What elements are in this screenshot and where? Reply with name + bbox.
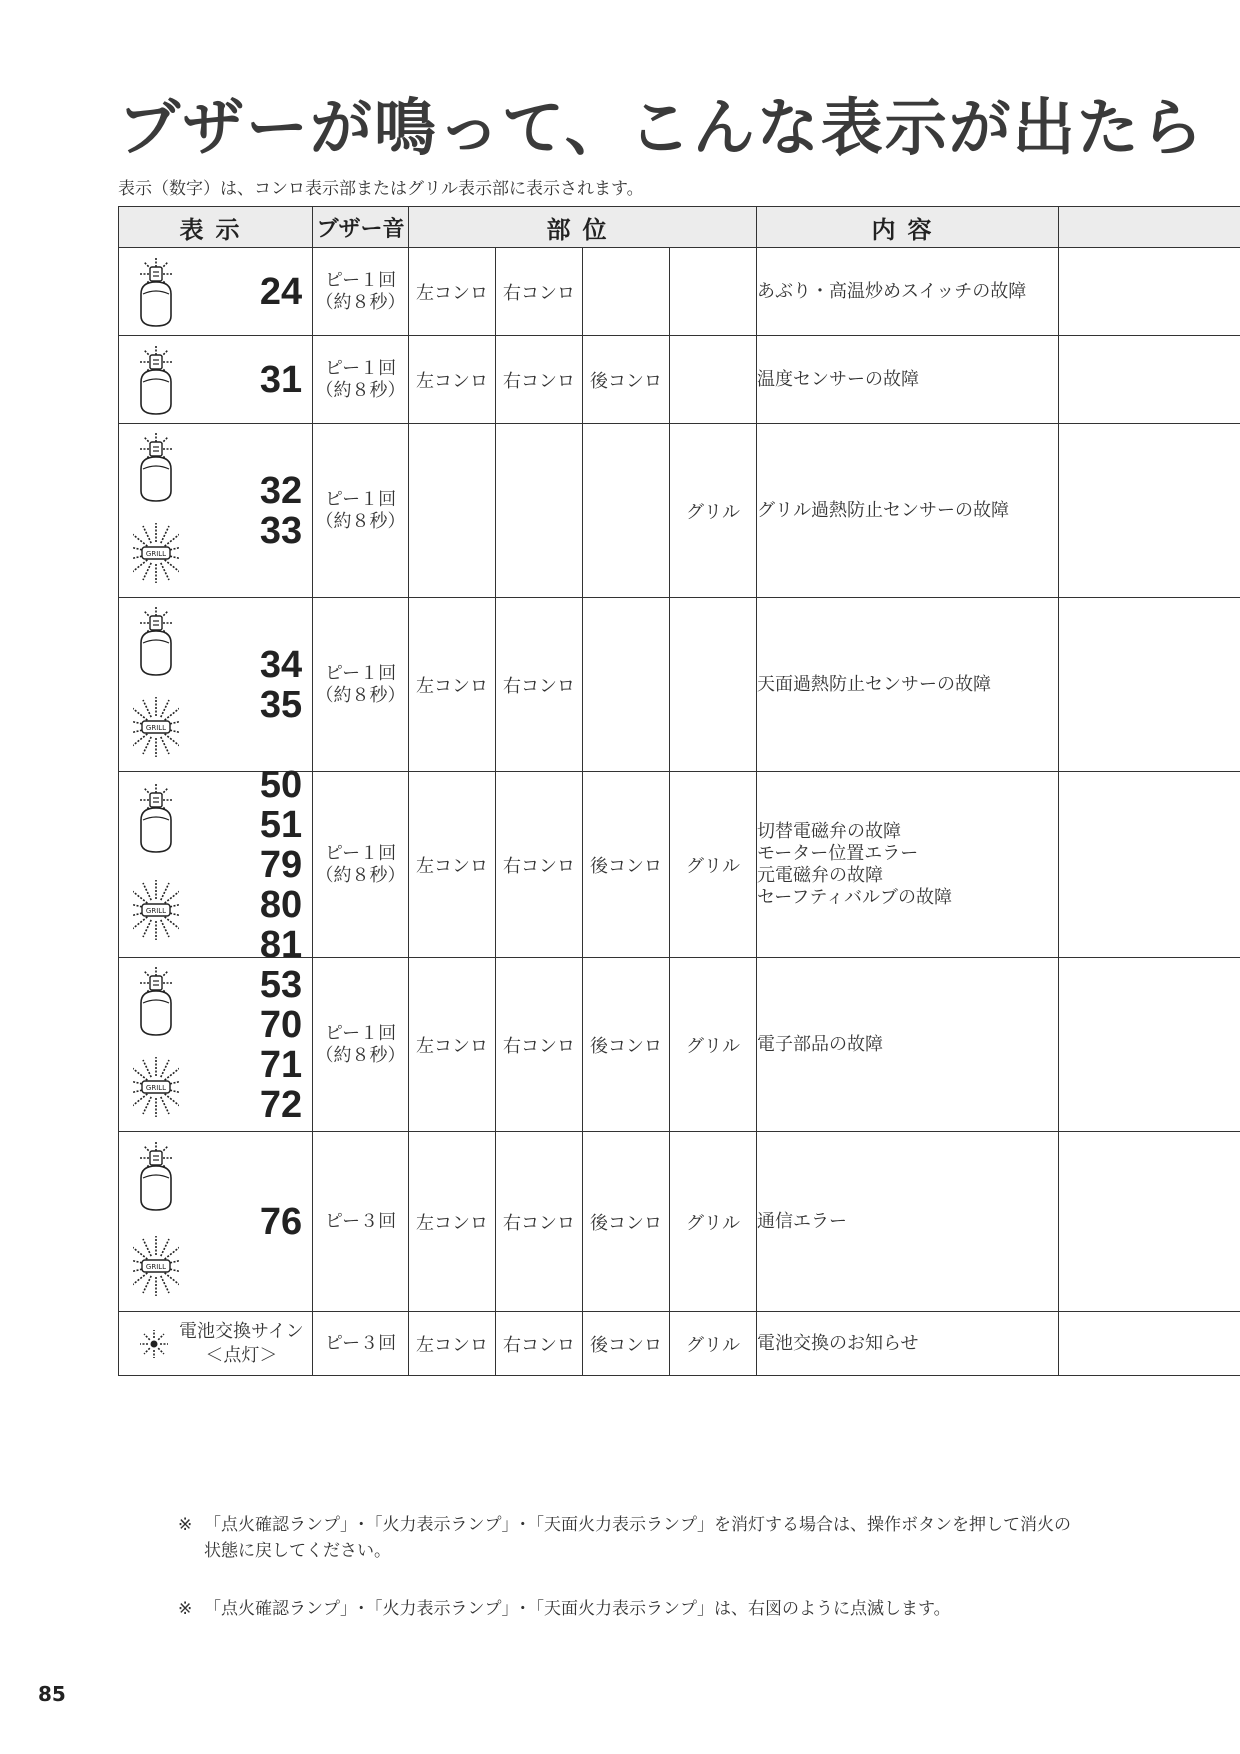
table-row [119, 772, 1240, 958]
header-extra [1059, 207, 1240, 248]
note-1: ※ 「点火確認ランプ」･「火力表示ランプ」･「天面火力表示ランプ」を消灯する場合は、操作ボタンを押して消火の 状態に戻してください。 [178, 1515, 1071, 1561]
page-number: 85 [38, 1682, 66, 1706]
location-right [496, 424, 583, 598]
error-code: 71 [259, 1043, 303, 1086]
empty-cell [1059, 1312, 1240, 1376]
location-right: 右コンロ [496, 1132, 583, 1312]
error-code: 33 [259, 509, 303, 552]
page-subtitle: 表示（数字）は、コンロ表示部またはグリル表示部に表示されます。 [118, 179, 644, 199]
empty-cell [1059, 1132, 1240, 1312]
knob-lamp-icon [133, 780, 179, 856]
error-code: 80 [259, 883, 303, 926]
content-cell: あぶり・高温炒めスイッチの故障 [757, 248, 1059, 336]
error-code: 72 [259, 1083, 303, 1126]
location-right: 右コンロ [496, 336, 583, 424]
grill-lamp-icon [133, 1048, 179, 1126]
battery-sign-sublabel: ＜点灯＞ [205, 1344, 278, 1366]
battery-sign-icon [137, 1327, 171, 1361]
table-row [119, 424, 1240, 598]
location-right: 右コンロ [496, 772, 583, 958]
svg-text:GRILL: GRILL [145, 1084, 167, 1093]
display-cell [119, 958, 313, 1132]
note-2: ※ 「点火確認ランプ」･「火力表示ランプ」･「天面火力表示ランプ」は、右図のように点滅します。 [178, 1599, 951, 1619]
knob-lamp-icon [133, 963, 179, 1039]
empty-cell [1059, 336, 1240, 424]
grill-lamp-icon [133, 871, 179, 949]
location-rear: 後コンロ [583, 772, 670, 958]
table-row [119, 598, 1240, 772]
error-code: 35 [259, 683, 303, 726]
display-cell [119, 424, 313, 598]
location-grill: グリル [670, 1312, 757, 1376]
location-left: 左コンロ [409, 598, 496, 772]
location-right: 右コンロ [496, 958, 583, 1132]
buzzer-cell: ピー１回 （約８秒） [313, 336, 409, 424]
location-grill: グリル [670, 958, 757, 1132]
knob-lamp-icon [133, 254, 179, 330]
error-code: 53 [259, 963, 303, 1006]
content-cell: 温度センサーの故障 [757, 336, 1059, 424]
buzzer-cell: ピー３回 [313, 1312, 409, 1376]
location-rear [583, 424, 670, 598]
table-row [119, 248, 1240, 336]
svg-text:GRILL: GRILL [145, 1262, 167, 1271]
location-left [409, 424, 496, 598]
error-code: 51 [259, 803, 303, 846]
error-code: 34 [259, 643, 303, 686]
content-cell: グリル過熱防止センサーの故障 [757, 424, 1059, 598]
page-title: ブザーが鳴って、こんな表示が出たら [118, 91, 1205, 164]
location-left: 左コンロ [409, 772, 496, 958]
location-rear [583, 598, 670, 772]
knob-lamp-icon [133, 429, 179, 505]
buzzer-cell: ピー１回 （約８秒） [313, 772, 409, 958]
error-code: 79 [259, 843, 303, 886]
error-code: 31 [259, 358, 303, 401]
error-code: 50 [259, 763, 303, 806]
error-code: 70 [259, 1003, 303, 1046]
location-rear: 後コンロ [583, 1312, 670, 1376]
battery-sign-label: 電池交換サイン [179, 1320, 304, 1342]
display-cell [119, 763, 313, 966]
header-content: 内容 [757, 207, 1059, 248]
header-buzzer: ブザー音 [313, 207, 409, 248]
display-cell [119, 598, 313, 772]
location-grill: グリル [670, 772, 757, 958]
location-left: 左コンロ [409, 336, 496, 424]
location-left: 左コンロ [409, 248, 496, 336]
location-left: 左コンロ [409, 1132, 496, 1312]
location-grill: グリル [670, 1132, 757, 1312]
location-left: 左コンロ [409, 958, 496, 1132]
empty-cell [1059, 598, 1240, 772]
battery-row [119, 1312, 1240, 1376]
error-code: 24 [259, 270, 303, 313]
empty-cell [1059, 248, 1240, 336]
location-grill: グリル [670, 424, 757, 598]
knob-lamp-icon [133, 603, 179, 679]
buzzer-cell: ピー１回 （約８秒） [313, 958, 409, 1132]
content-cell: 電子部品の故障 [757, 958, 1059, 1132]
location-grill [670, 598, 757, 772]
content-cell: 切替電磁弁の故障 モーター位置エラー 元電磁弁の故障 セーフティバルブの故障 [757, 772, 1059, 958]
display-cell [119, 1312, 313, 1376]
location-grill [670, 248, 757, 336]
location-right: 右コンロ [496, 598, 583, 772]
error-code: 76 [259, 1200, 303, 1243]
location-right: 右コンロ [496, 248, 583, 336]
error-code-table [118, 206, 1240, 1376]
svg-text:GRILL: GRILL [145, 550, 167, 559]
display-cell [119, 336, 313, 424]
buzzer-cell: ピー１回 （約８秒） [313, 248, 409, 336]
header-location: 部位 [409, 207, 757, 248]
error-code: 32 [259, 469, 303, 512]
knob-lamp-icon [133, 1138, 179, 1214]
table-row [119, 1132, 1240, 1312]
empty-cell [1059, 772, 1240, 958]
display-cell [119, 1132, 313, 1312]
display-cell [119, 248, 313, 336]
buzzer-cell: ピー１回 （約８秒） [313, 598, 409, 772]
buzzer-cell: ピー１回 （約８秒） [313, 424, 409, 598]
table-row [119, 336, 1240, 424]
grill-lamp-icon [133, 688, 179, 766]
error-code: 81 [259, 923, 303, 966]
location-left: 左コンロ [409, 1312, 496, 1376]
empty-cell [1059, 424, 1240, 598]
knob-lamp-icon [133, 342, 179, 418]
content-cell: 天面過熱防止センサーの故障 [757, 598, 1059, 772]
header-display: 表示 [119, 207, 313, 248]
location-rear: 後コンロ [583, 336, 670, 424]
buzzer-cell: ピー３回 [313, 1132, 409, 1312]
svg-text:GRILL: GRILL [145, 907, 167, 916]
location-right: 右コンロ [496, 1312, 583, 1376]
location-rear [583, 248, 670, 336]
location-grill [670, 336, 757, 424]
svg-text:GRILL: GRILL [145, 724, 167, 733]
content-cell: 電池交換のお知らせ [757, 1312, 1059, 1376]
grill-lamp-icon [133, 514, 179, 592]
location-rear: 後コンロ [583, 1132, 670, 1312]
content-cell: 通信エラー [757, 1132, 1059, 1312]
location-rear: 後コンロ [583, 958, 670, 1132]
empty-cell [1059, 958, 1240, 1132]
grill-lamp-icon [133, 1227, 179, 1305]
table-row [119, 958, 1240, 1132]
